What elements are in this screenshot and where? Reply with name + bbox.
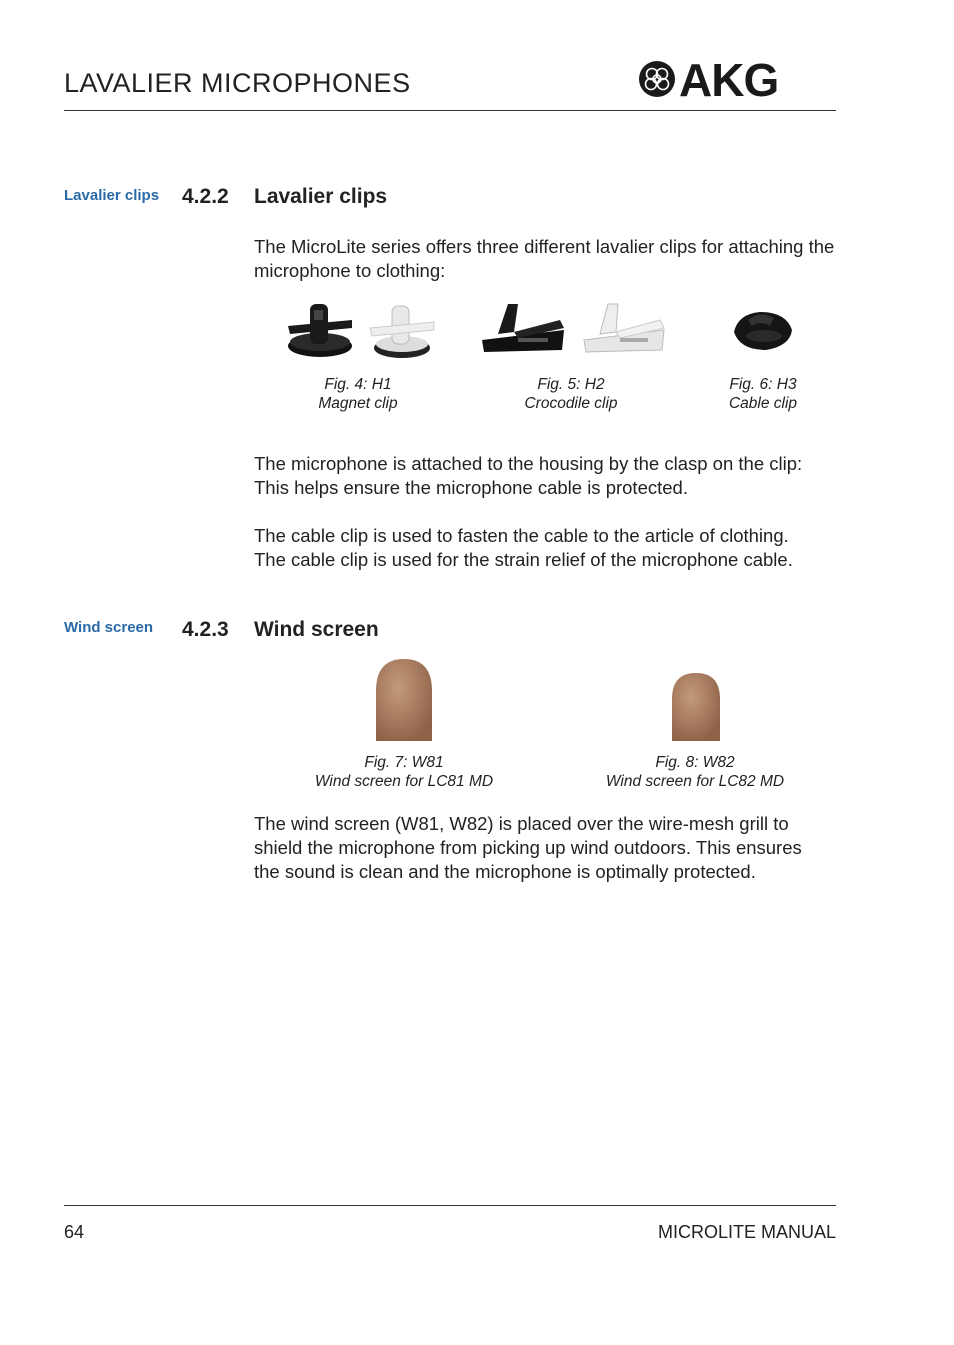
wind-screen-paragraph [254,812,844,884]
clips-paragraph-2-line1: The cable clip is used to fasten the cable to the article of clothing. [254,525,789,546]
clips-paragraph-2 [254,524,844,572]
wind-screen-paragraph-line2: shield the microphone from picking up wind outdoors. This ensures [254,837,802,858]
caption-fig7-line2: Wind screen for LC81 MD [314,773,494,790]
wind-screen-paragraph-line3: the sound is clean and the microphone is optimally protected. [254,861,756,882]
caption-fig4-line1: Fig. 4: H1 [324,376,392,393]
caption-fig5 [481,375,661,413]
clips-paragraph-1-line1: The microphone is attached to the housing by the clasp on the clip: [254,453,803,474]
caption-fig8 [585,753,805,791]
caption-fig7-line1: Fig. 7: W81 [364,754,444,771]
caption-fig4 [268,375,448,413]
magnet-clip-image [282,296,442,366]
akg-logo [638,58,822,102]
caption-fig6-line1: Fig. 6: H3 [729,376,797,393]
caption-fig7 [294,753,514,791]
logo-text: AKG [679,58,779,102]
footer-divider [64,1205,836,1206]
margin-label-lavalier-clips: Lavalier clips [64,187,160,204]
section-title: Lavalier clips [254,185,388,208]
clips-paragraph-1 [254,452,844,500]
caption-fig8-line1: Fig. 8: W82 [655,754,735,771]
header-divider [64,110,836,111]
clips-paragraph-1-line2: This helps ensure the microphone cable is protected. [254,477,688,498]
caption-fig5-line2: Crocodile clip [524,395,618,412]
section-number: 4.2.3 [182,618,229,641]
wind-screen-w82-image [668,671,724,743]
cable-clip-image [730,306,796,354]
wind-screen-paragraph-line1: The wind screen (W81, W82) is placed over the wire-mesh grill to [254,813,789,834]
clips-paragraph-2-line2: The cable clip is used for the strain relief of the microphone cable. [254,549,793,570]
section-number: 4.2.2 [182,185,229,208]
crocodile-clip-image [478,298,670,360]
clips-intro-paragraph: The MicroLite series offers three different lavalier clips for attaching the microphone to clothing: [254,236,835,281]
caption-fig6 [683,375,843,413]
wind-screen-w81-image [372,657,436,743]
akg-logo-icon [638,58,822,102]
section-title: Wind screen [254,618,379,641]
manual-title: MICROLITE MANUAL [657,1222,836,1242]
caption-fig6-line2: Cable clip [728,395,798,412]
caption-fig4-line2: Magnet clip [318,395,398,412]
margin-label-wind-screen: Wind screen [64,619,154,636]
page-number: 64 [64,1222,85,1242]
page-header-title: LAVALIER MICROPHONES [64,68,411,98]
caption-fig8-line2: Wind screen for LC82 MD [605,773,785,790]
caption-fig5-line1: Fig. 5: H2 [537,376,605,393]
